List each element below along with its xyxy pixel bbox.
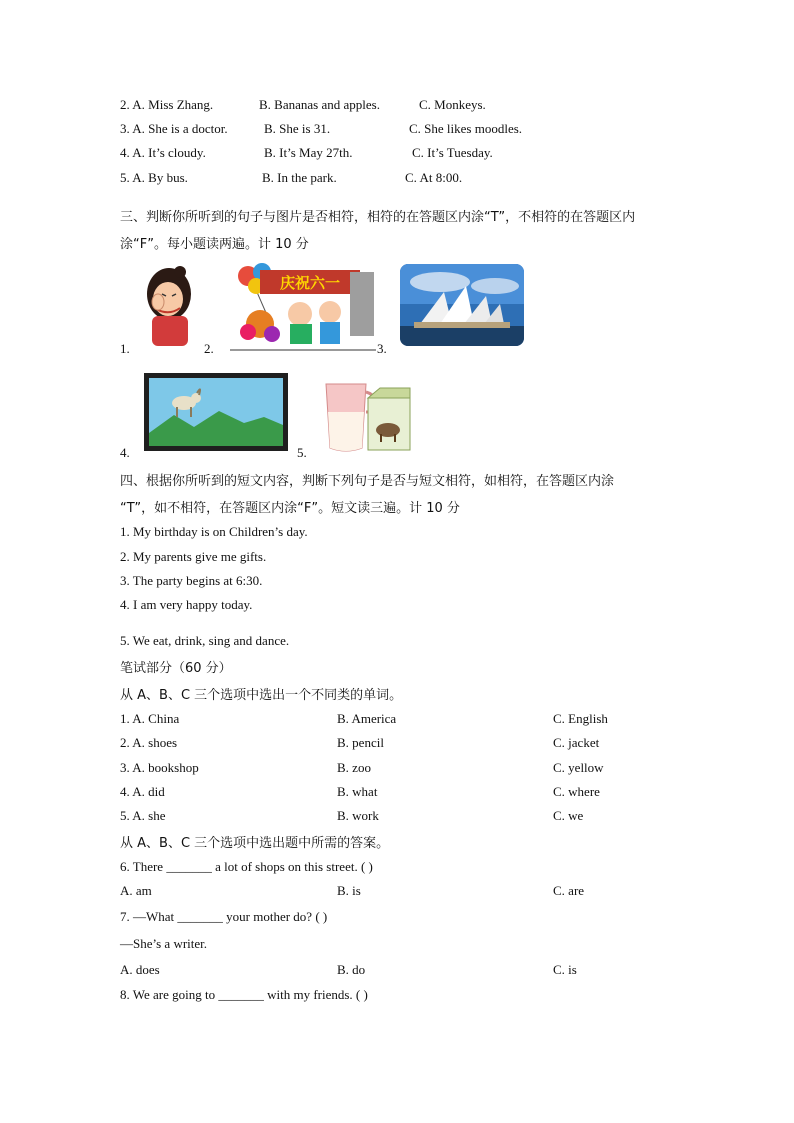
option-b: B. America [337, 711, 397, 726]
option-b: B. do [337, 962, 366, 977]
option-a: 2. A. Miss Zhang. [120, 97, 214, 112]
milk-jug-and-box-image [318, 372, 414, 454]
section3-heading: 三、判断你所听到的句子与图片是否相符，相符的在答题区内涂“T”，不相符的在答题区内 [120, 210, 636, 225]
option-a: A. does [120, 962, 160, 977]
option-a: 4. A. It’s cloudy. [120, 145, 206, 160]
option-c: C. jacket [553, 735, 600, 750]
option-c: C. Monkeys. [419, 97, 486, 112]
picture-label: 5. [297, 445, 307, 460]
picture-label: 2. [204, 341, 214, 356]
option-b: B. work [337, 808, 379, 823]
goat-on-mountain-image [144, 373, 288, 451]
partB-heading: 从 A、B、C 三个选项中选出题中所需的答案。 [120, 836, 390, 851]
section3-heading-line2: 涂“F”。每小题读两遍。计 10 分 [120, 237, 309, 252]
list-item: 2. My parents give me gifts. [120, 549, 267, 564]
picture-label: 3. [377, 341, 387, 356]
option-a: 3. A. She is a doctor. [120, 121, 228, 136]
list-item: 4. I am very happy today. [120, 597, 253, 612]
picture-label: 1. [120, 341, 130, 356]
option-a: A. am [120, 883, 152, 898]
childrens-day-image [230, 262, 376, 352]
option-b: B. zoo [337, 760, 371, 775]
written-title: 笔试部分（60 分） [120, 661, 232, 676]
option-b: B. It’s May 27th. [264, 145, 353, 160]
option-c: C. are [553, 883, 585, 898]
option-a: 4. A. did [120, 784, 165, 799]
option-b: B. what [337, 784, 378, 799]
option-a: 3. A. bookshop [120, 760, 199, 775]
option-c: C. yellow [553, 760, 604, 775]
option-c: C. She likes moodles. [409, 121, 523, 136]
option-a: 5. A. By bus. [120, 170, 188, 185]
question-8: 8. We are going to _______ with my friends. ( ) [120, 987, 368, 1002]
option-c: C. English [553, 711, 608, 726]
option-c: C. where [553, 784, 600, 799]
question-7: 7. —What _______ your mother do? ( ) [120, 909, 328, 924]
picture-label: 4. [120, 445, 130, 460]
option-a: 1. A. China [120, 711, 180, 726]
option-b: B. Bananas and apples. [259, 97, 380, 112]
option-b: B. is [337, 883, 361, 898]
option-b: B. In the park. [262, 170, 337, 185]
question-6: 6. There _______ a lot of shops on this street. ( ) [120, 859, 373, 874]
section4-heading-line2: “T”，如不相符，在答题区内涂“F”。短文读三遍。计 10 分 [120, 501, 460, 516]
option-c: C. At 8:00. [405, 170, 463, 185]
question-7-reply: —She’s a writer. [120, 936, 208, 951]
option-c: C. It’s Tuesday. [412, 145, 493, 160]
girl-toothache-image [136, 264, 202, 346]
option-b: B. pencil [337, 735, 384, 750]
list-item: 5. We eat, drink, sing and dance. [120, 633, 290, 648]
option-b: B. She is 31. [264, 121, 331, 136]
option-c: C. is [553, 962, 577, 977]
section4-heading: 四、根据你所听到的短文内容，判断下列句子是否与短文相符，如相符，在答题区内涂 [120, 474, 615, 489]
list-item: 3. The party begins at 6:30. [120, 573, 263, 588]
option-a: 2. A. shoes [120, 735, 178, 750]
option-c: C. we [553, 808, 584, 823]
list-item: 1. My birthday is on Children’s day. [120, 524, 308, 539]
banner-text: 庆祝六一 [279, 274, 341, 292]
option-a: 5. A. she [120, 808, 166, 823]
sydney-opera-house-image [400, 264, 524, 346]
partA-heading: 从 A、B、C 三个选项中选出一个不同类的单词。 [120, 688, 403, 703]
